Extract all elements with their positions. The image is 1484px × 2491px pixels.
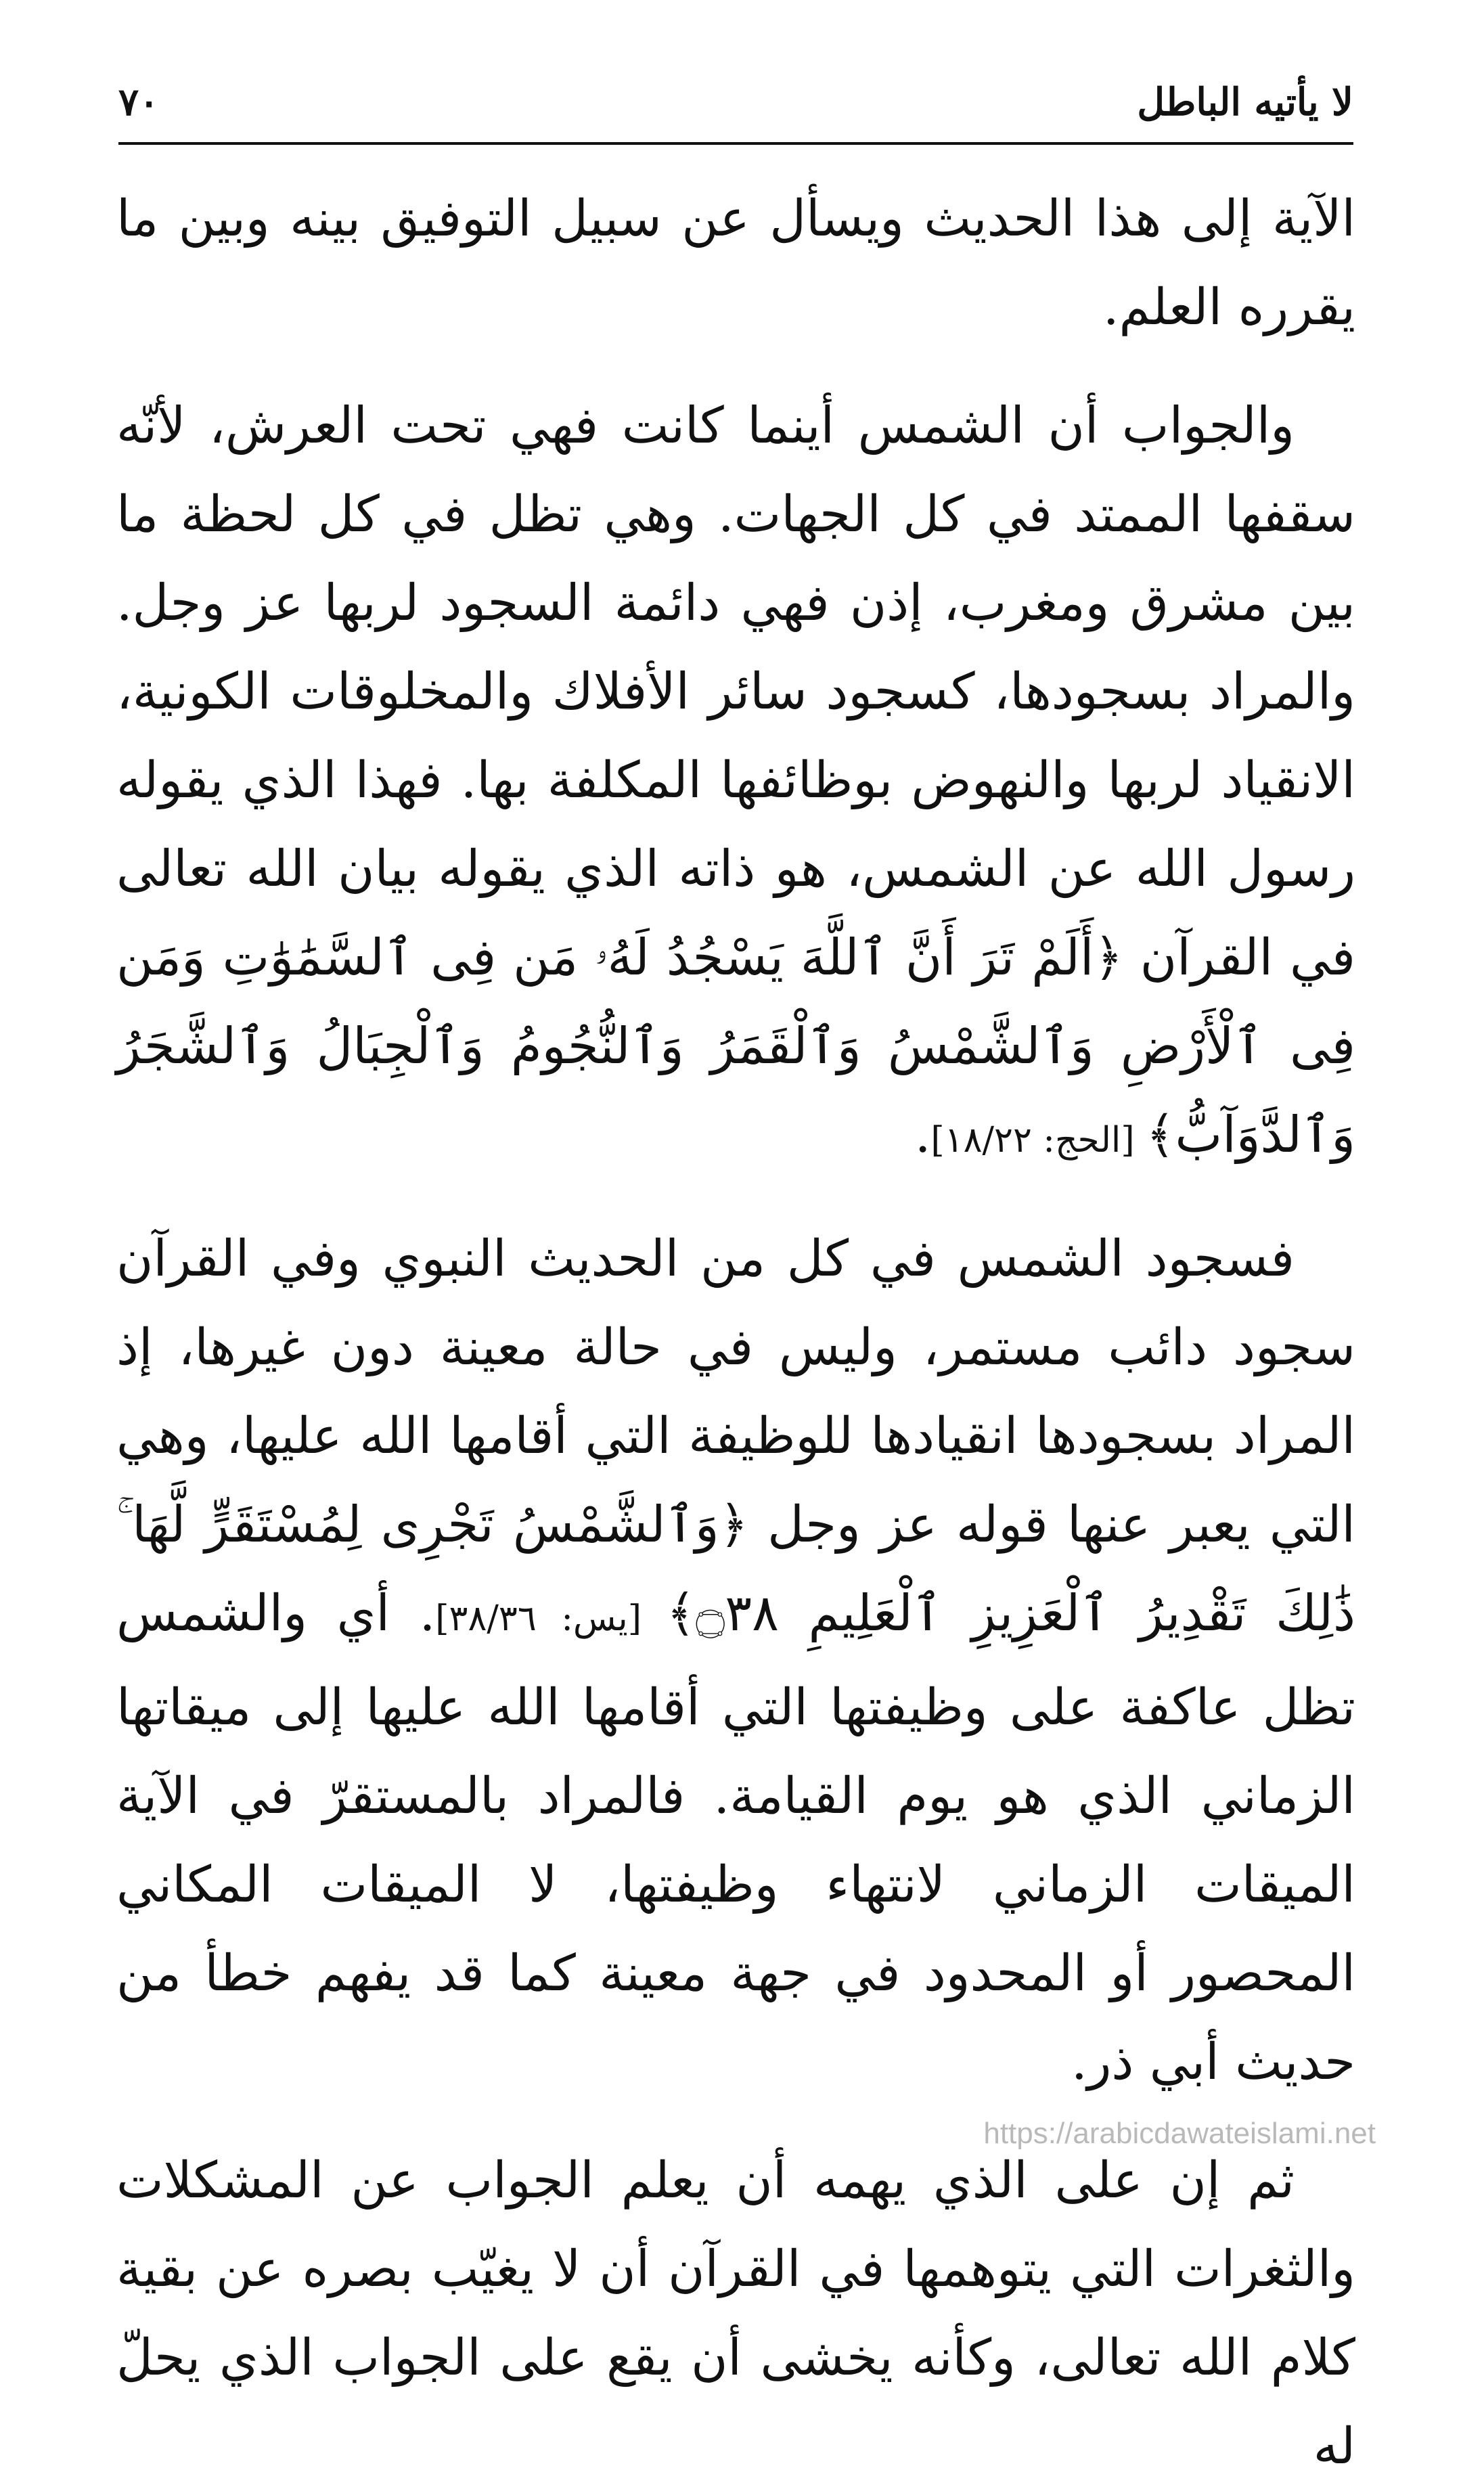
page-number: ٧٠ bbox=[118, 80, 160, 125]
verse-reference: [يس: ٣٨/٣٦] bbox=[435, 1598, 667, 1639]
paragraph-text: فسجود الشمس في كل من الحديث النبوي وفي القرآن سجود دائب مستمر، وليس في حالة معينة دون غيرها، إذ المراد بسجودها انقيادها للوظيفة التي أقامها الله عليها، وهي التي يعبر عنها قوله عز وجل bbox=[116, 1230, 1355, 1554]
paragraph-text: . bbox=[914, 1106, 931, 1164]
paragraph-text: والجواب أن الشمس أينما كانت فهي تحت العرش، لأنّه سقفها الممتد في كل الجهات. وهي تظل في كل لحظة ما بين مشرق ومغرب، إذن فهي دائمة السجود لربها عز وجل. والمراد بسجودها، كسجود سائر الأفلاك والمخلوقات الكونية، الانقياد لربها والنهوض بوظائفها المكلفة بها. فهذا الذي يقوله رسول الله عن الشمس، هو ذاته الذي يقوله بيان الله تعالى في القرآن bbox=[116, 397, 1355, 987]
page-header bbox=[118, 74, 1353, 145]
quran-verse: ﴿وَٱلشَّمْسُ تَجْرِى لِمُسْتَقَرٍّ لَّهَا ۚ ذَٰلِكَ تَقْدِيرُ ٱلْعَزِيزِ ٱلْعَلِيمِ ۝٣٨﴾ bbox=[116, 1496, 1356, 1642]
quran-verse: ﴿أَلَمْ تَرَ أَنَّ ٱللَّهَ يَسْجُدُ لَهُۥ مَن فِى ٱلسَّمَٰوَٰتِ وَمَن فِى ٱلْأَرْضِ وَٱلشَّمْسُ وَٱلْقَمَرُ وَٱلنُّجُومُ وَٱلْجِبَالُ وَٱلشَّجَرُ وَٱلدَّوَآبُّ﴾ bbox=[116, 928, 1355, 1164]
paragraph-text: . أي والشمس تظل عاكفة على وظيفتها التي أقامها الله عليها إلى ميقاتها الزماني الذي هو يوم القيامة. فالمراد بالمستقرّ في الآية الميقات الزماني لانتهاء وظيفتها، لا الميقات المكاني المحصور أو المحدود في جهة معينة كما قد يفهم خطأ من حديث أبي ذر. bbox=[116, 1584, 1355, 2091]
paragraph bbox=[116, 2136, 1355, 2491]
paragraph bbox=[116, 1215, 1355, 2107]
paragraph bbox=[116, 382, 1355, 1185]
paragraph-text: الآية إلى هذا الحديث ويسأل عن سبيل التوفيق بينه وبين ما يقرره العلم. bbox=[116, 189, 1355, 336]
watermark-url: https://arabicdawateislami.net bbox=[983, 2117, 1376, 2150]
verse-reference: [الحج: ١٨/٢٢] bbox=[930, 1120, 1146, 1161]
paragraph-text: ثم إن على الذي يهمه أن يعلم الجواب عن المشكلات والثغرات التي يتوهمها في القرآن أن لا يغيّب بصره عن بقية كلام الله تعالى، وكأنه يخشى أن يقع على الجواب الذي يحلّ له bbox=[116, 2151, 1355, 2475]
running-title: لا يأتيه الباطل bbox=[1137, 80, 1353, 125]
paragraph bbox=[116, 175, 1355, 352]
